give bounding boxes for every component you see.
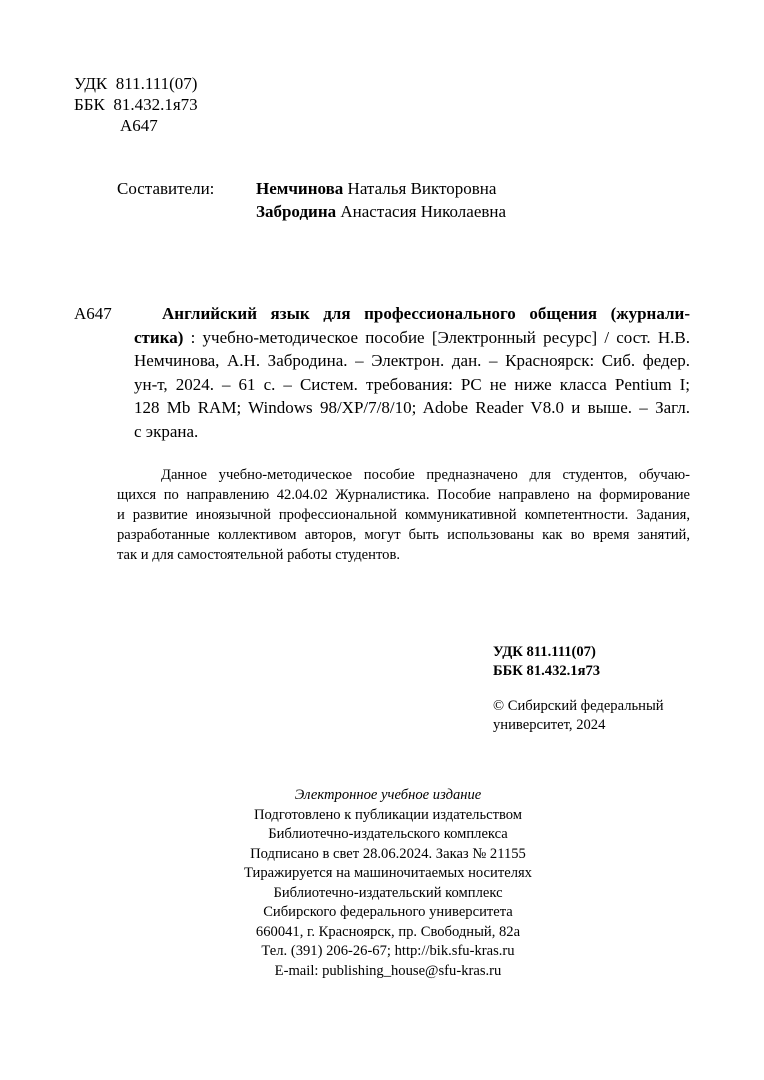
imprint-phone-website: Тел. (391) 206-26-67; http://bik.sfu-kras.ru — [261, 943, 515, 959]
biblio-line-4: ун-т, 2024. – 61 с. – Систем. требования: PC не ниже класса Pentium I; — [134, 374, 690, 394]
copyright-line-2: университет, 2024 — [493, 717, 606, 733]
imprint-line-6: Сибирского федерального университета — [263, 904, 513, 920]
abstract-line-4: разработанные коллективом авторов, могут быть использованы как во время занятий, — [117, 527, 690, 543]
copyright-line-1: © Сибирский федеральный — [493, 698, 664, 714]
biblio-line-2-rest: : учебно-методическое пособие [Электронный ресурс] / сост. Н.В. — [183, 327, 690, 347]
bbk-code-bottom: ББК 81.432.1я73 — [493, 663, 601, 679]
abstract — [117, 465, 690, 565]
book-title-part-1: Английский язык для профессионального общения (журнали- — [162, 304, 690, 323]
biblio-line-2 — [134, 326, 690, 350]
catalog-codes — [74, 73, 198, 136]
imprint-line-5: Библиотечно-издательский комплекс — [273, 884, 503, 901]
compiler-1-names: Наталья Викторовна — [343, 179, 497, 198]
bbk-code: ББК 81.432.1я73 — [74, 95, 198, 114]
compiler-1 — [256, 177, 506, 200]
imprint-line-4: Тиражируется на машиночитаемых носителях — [244, 865, 532, 881]
biblio-line-1 — [134, 302, 690, 326]
compiler-2 — [256, 200, 506, 223]
imprint-line-1: Подготовлено к публикации издательством — [253, 806, 523, 823]
compiler-2-names: Анастасия Николаевна — [336, 202, 507, 221]
bibliographic-code: А647 — [74, 304, 112, 323]
bibliographic-record — [134, 302, 690, 443]
imprint-address: 660041, г. Красноярск, пр. Свободный, 82а — [255, 923, 521, 940]
compilers-label: Составители: — [117, 179, 215, 198]
edition-type: Электронное учебное издание — [294, 787, 482, 803]
abstract-line-2: щихся по направлению 42.04.02 Журналистика. Пособие направлено на формирование — [117, 487, 690, 503]
author-mark: А647 — [120, 116, 158, 135]
abstract-line-3: и развитие иноязычной профессиональной коммуникативной компетентности. Задания, — [117, 507, 690, 523]
imprint-email: E-mail: publishing_house@sfu-kras.ru — [274, 962, 502, 979]
compilers-names — [256, 177, 506, 223]
classification-bottom — [493, 643, 600, 681]
imprint-block — [190, 786, 586, 981]
book-title-part-2: стика) — [134, 327, 184, 347]
udk-code: УДК 811.111(07) — [74, 74, 198, 93]
biblio-line-6: с экрана. — [134, 421, 199, 441]
biblio-line-3: Немчинова, А.Н. Забродина. – Электрон. дан. – Красноярск: Сиб. федер. — [134, 351, 690, 370]
biblio-line-5: 128 Mb RAM; Windows 98/XP/7/8/10; Adobe Reader V8.0 и выше. – Загл. — [134, 398, 690, 417]
compiler-2-surname: Забродина — [256, 202, 337, 221]
copyright-notice — [493, 697, 664, 735]
abstract-line-5: так и для самостоятельной работы студентов. — [117, 547, 400, 563]
compiler-1-surname: Немчинова — [256, 179, 344, 198]
imprint-line-3: Подписано в свет 28.06.2024. Заказ № 21155 — [250, 845, 526, 862]
abstract-line-1: Данное учебно-методическое пособие предназначено для студентов, обучаю- — [161, 467, 690, 483]
udk-code-bottom: УДК 811.111(07) — [493, 644, 596, 660]
imprint-line-2: Библиотечно-издательского комплекса — [268, 826, 508, 842]
